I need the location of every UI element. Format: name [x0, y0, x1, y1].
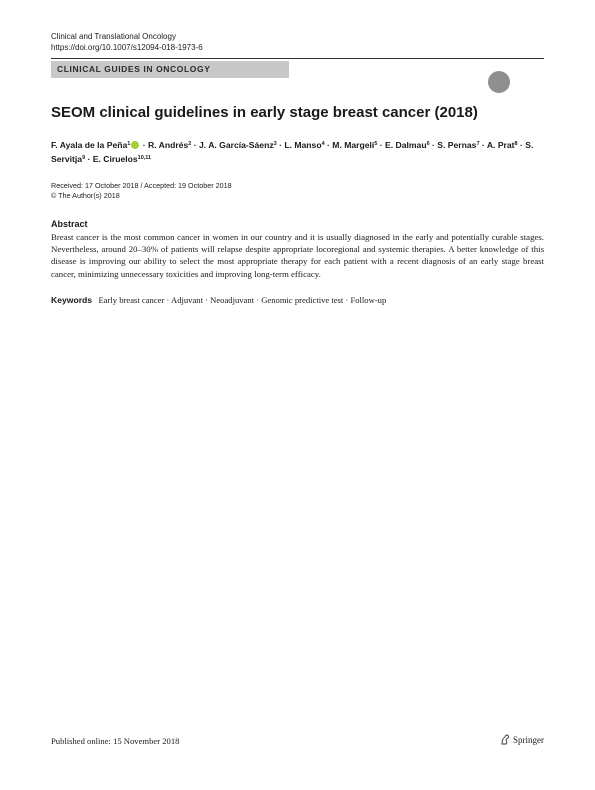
author[interactable] [199, 140, 277, 150]
author[interactable] [385, 140, 430, 150]
author-separator: · [140, 140, 148, 150]
author-affiliation: 2 [188, 141, 192, 147]
author-affiliation: 9 [82, 155, 86, 161]
keywords-list: Early breast cancer · Adjuvant · Neoadjuvant · Genomic predictive test · Follow-up [98, 295, 387, 305]
author-name: F. Ayala de la Peña [51, 140, 128, 150]
author[interactable] [148, 140, 191, 150]
author-affiliation: 7 [476, 141, 480, 147]
author-name: S. Pernas [437, 140, 477, 150]
orcid-icon[interactable] [131, 141, 139, 149]
publisher-logo [500, 734, 544, 745]
journal-header [51, 31, 203, 53]
author-separator: · [517, 140, 526, 150]
author-affiliation: 10,11 [137, 155, 152, 161]
author[interactable] [93, 154, 151, 164]
author-name: E. Ciruelos [92, 154, 138, 164]
section-label: CLINICAL GUIDES IN ONCOLOGY [51, 61, 289, 78]
author-name: R. Andrés [147, 140, 189, 150]
author-affiliation: 4 [321, 141, 325, 147]
copyright-line: © The Author(s) 2018 [51, 191, 120, 200]
author-affiliation: 6 [426, 141, 430, 147]
doi-link[interactable]: https://doi.org/10.1007/s12094-018-1973-6 [51, 43, 203, 52]
author[interactable] [487, 140, 518, 150]
author[interactable] [284, 140, 324, 150]
author[interactable] [51, 140, 140, 150]
received-accepted-dates: Received: 17 October 2018 / Accepted: 19 October 2018 [51, 181, 232, 190]
author-name: J. A. García-Sáenz [198, 140, 274, 150]
author-affiliation: 1 [127, 141, 131, 147]
publisher-name: Springer [513, 734, 544, 745]
article-title: SEOM clinical guidelines in early stage breast cancer (2018) [51, 104, 478, 121]
author-separator: · [429, 140, 438, 150]
article-dates [51, 181, 232, 201]
abstract-text: Breast cancer is the most common cancer in women in our country and it is usually diagnosed in the early and potentially curable stages. Nevertheless, around 20–30% of patients will relapse despite appropriate locoregional and systemic therapies. A better knowledge of this disease is improving our ability to select the most appropriate therapy for each patient with a recent diagnosis of an early stage breast cancer, minimizing unnecessary toxicities and improving long-term efficacy. [51, 232, 544, 279]
author-separator: · [276, 140, 285, 150]
author-affiliation: 8 [514, 141, 518, 147]
keywords-line [51, 295, 386, 305]
author-separator: · [324, 140, 333, 150]
author[interactable] [437, 140, 479, 150]
journal-name: Clinical and Translational Oncology [51, 32, 176, 41]
springer-horse-icon [500, 734, 510, 745]
author-separator: · [377, 140, 386, 150]
author-separator: · [191, 140, 199, 150]
author-name: M. Margelí [332, 140, 375, 150]
published-online-date: Published online: 15 November 2018 [51, 736, 180, 746]
abstract-heading: Abstract [51, 219, 88, 229]
keywords-label: Keywords [51, 295, 93, 305]
author-separator: · [85, 154, 93, 164]
header-rule [51, 58, 544, 59]
author-affiliation: 3 [273, 141, 277, 147]
author-name: L. Manso [284, 140, 322, 150]
author[interactable] [332, 140, 377, 150]
author-name: E. Dalmau [385, 140, 427, 150]
author-list [51, 138, 546, 166]
author-separator: · [479, 140, 487, 150]
crossmark-icon[interactable] [488, 71, 510, 93]
author-name: A. Prat [486, 140, 515, 150]
author-affiliation: 5 [374, 141, 378, 147]
author-name: S. Servitja [51, 140, 534, 164]
